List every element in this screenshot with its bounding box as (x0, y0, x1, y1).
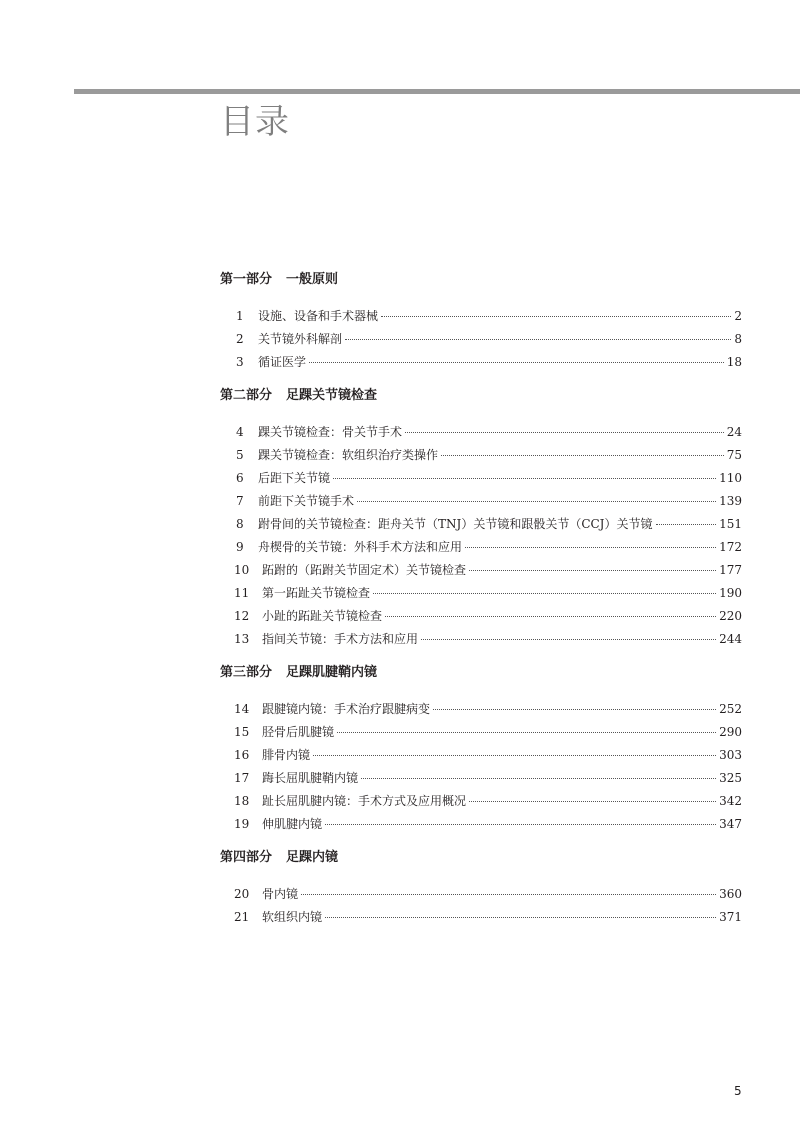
chapter-number: 17 (234, 771, 250, 785)
part-title: 足踝内镜 (286, 850, 339, 865)
chapter-number: 3 (236, 355, 244, 369)
chapter-title: 舟楔骨的关节镜：外科手术方法和应用 (258, 540, 463, 554)
part-label: 第二部分 (220, 388, 273, 403)
dot-leader (345, 339, 731, 340)
chapter-page: 220 (719, 609, 742, 623)
dot-leader (421, 639, 716, 640)
dot-leader (469, 570, 716, 571)
chapter-page: 325 (719, 771, 742, 785)
chapter-number: 16 (234, 748, 250, 762)
chapter-page: 252 (719, 702, 742, 716)
chapter-title: 踝关节镜检查：骨关节手术 (258, 425, 403, 439)
chapter-page: 190 (719, 586, 742, 600)
chapter-title: 第一跖趾关节镜检查 (262, 586, 371, 600)
toc-entry[interactable] (220, 744, 742, 767)
toc-entry[interactable] (220, 421, 742, 444)
part-heading (220, 847, 742, 869)
chapter-number: 2 (236, 332, 244, 346)
toc-entry[interactable] (220, 698, 742, 721)
chapter-title: 后距下关节镜 (258, 471, 331, 485)
toc-part (220, 269, 742, 374)
dot-leader (465, 547, 716, 548)
toc-entry[interactable] (220, 328, 742, 351)
dot-leader (357, 501, 716, 502)
toc-entry[interactable] (220, 444, 742, 467)
dot-leader (337, 732, 716, 733)
chapter-number: 18 (234, 794, 250, 808)
chapter-page: 151 (719, 517, 742, 531)
toc-entry[interactable] (220, 605, 742, 628)
toc-part (220, 385, 742, 651)
chapter-number: 15 (234, 725, 250, 739)
toc-entry[interactable] (220, 883, 742, 906)
toc-entry[interactable] (220, 790, 742, 813)
toc-entry[interactable] (220, 490, 742, 513)
toc-entry[interactable] (220, 721, 742, 744)
chapter-page: 303 (719, 748, 742, 762)
chapter-title: 伸肌腱内镜 (262, 817, 323, 831)
dot-leader (656, 524, 717, 525)
chapter-page: 371 (719, 910, 742, 924)
dot-leader (325, 917, 716, 918)
chapter-title: 胫骨后肌腱镜 (262, 725, 335, 739)
toc-entry[interactable] (220, 582, 742, 605)
chapter-number: 5 (236, 448, 244, 462)
dot-leader (333, 478, 716, 479)
part-heading (220, 385, 742, 407)
page-number: 5 (734, 1084, 742, 1098)
part-label: 第三部分 (220, 665, 273, 680)
dot-leader (301, 894, 716, 895)
chapter-page: 2 (734, 309, 742, 323)
chapter-title: 前距下关节镜手术 (258, 494, 355, 508)
chapter-title: 趾长屈肌腱内镜：手术方式及应用概况 (262, 794, 467, 808)
chapter-number: 20 (234, 887, 250, 901)
chapter-title: 踇长屈肌腱鞘内镜 (262, 771, 359, 785)
chapter-page: 24 (726, 425, 742, 439)
toc-part (220, 847, 742, 929)
chapter-page: 244 (719, 632, 742, 646)
chapter-page: 75 (726, 448, 742, 462)
chapter-page: 18 (726, 355, 742, 369)
toc-entry[interactable] (220, 351, 742, 374)
chapter-page: 347 (719, 817, 742, 831)
table-of-contents (220, 269, 742, 929)
chapter-number: 11 (234, 586, 250, 600)
dot-leader (469, 801, 716, 802)
part-heading (220, 662, 742, 684)
part-label: 第一部分 (220, 272, 273, 287)
toc-entry[interactable] (220, 559, 742, 582)
chapter-title: 小趾的跖趾关节镜检查 (262, 609, 383, 623)
chapter-title: 腓骨内镜 (262, 748, 311, 762)
chapter-title: 循证医学 (258, 355, 307, 369)
chapter-page: 172 (719, 540, 742, 554)
dot-leader (433, 709, 716, 710)
dot-leader (313, 755, 716, 756)
chapter-number: 7 (236, 494, 244, 508)
toc-entry[interactable] (220, 536, 742, 559)
dot-leader (325, 824, 716, 825)
chapter-title: 指间关节镜：手术方法和应用 (262, 632, 419, 646)
chapter-title: 软组织内镜 (262, 910, 323, 924)
chapter-title: 跟腱镜内镜：手术治疗跟腱病变 (262, 702, 431, 716)
chapter-page: 290 (719, 725, 742, 739)
part-label: 第四部分 (220, 850, 273, 865)
chapter-page: 360 (719, 887, 742, 901)
toc-entry[interactable] (220, 767, 742, 790)
dot-leader (373, 593, 716, 594)
toc-entry[interactable] (220, 467, 742, 490)
chapter-page: 110 (719, 471, 742, 485)
part-heading (220, 269, 742, 291)
toc-entry[interactable] (220, 813, 742, 836)
chapter-number: 21 (234, 910, 250, 924)
chapter-page: 139 (719, 494, 742, 508)
chapter-page: 177 (719, 563, 742, 577)
chapter-number: 1 (236, 309, 244, 323)
chapter-number: 12 (234, 609, 250, 623)
dot-leader (361, 778, 716, 779)
chapter-number: 8 (236, 517, 244, 531)
chapter-number: 19 (234, 817, 250, 831)
chapter-number: 14 (234, 702, 250, 716)
toc-part (220, 662, 742, 836)
toc-entry[interactable] (220, 305, 742, 328)
chapter-number: 10 (234, 563, 250, 577)
toc-entry[interactable] (220, 906, 742, 929)
part-title: 一般原则 (286, 272, 339, 287)
chapter-page: 342 (719, 794, 742, 808)
part-title: 足踝关节镜检查 (286, 388, 378, 403)
chapter-number: 13 (234, 632, 250, 646)
dot-leader (309, 362, 724, 363)
toc-entry[interactable] (220, 628, 742, 651)
header-rule (74, 89, 800, 94)
chapter-title: 骨内镜 (262, 887, 299, 901)
dot-leader (441, 455, 724, 456)
toc-entry[interactable] (220, 513, 742, 536)
chapter-number: 4 (236, 425, 244, 439)
dot-leader (385, 616, 716, 617)
dot-leader (405, 432, 724, 433)
page-title: 目录 (220, 102, 290, 142)
chapter-page: 8 (734, 332, 742, 346)
chapter-title: 关节镜外科解剖 (258, 332, 343, 346)
chapter-title: 设施、设备和手术器械 (258, 309, 379, 323)
chapter-title: 踝关节镜检查：软组织治疗类操作 (258, 448, 439, 462)
chapter-title: 跗骨间的关节镜检查：距舟关节（TNJ）关节镜和跟骰关节（CCJ）关节镜 (258, 517, 653, 531)
chapter-number: 6 (236, 471, 244, 485)
chapter-title: 跖跗的（跖跗关节固定术）关节镜检查 (262, 563, 467, 577)
part-title: 足踝肌腱鞘内镜 (286, 665, 378, 680)
dot-leader (381, 316, 731, 317)
chapter-number: 9 (236, 540, 244, 554)
